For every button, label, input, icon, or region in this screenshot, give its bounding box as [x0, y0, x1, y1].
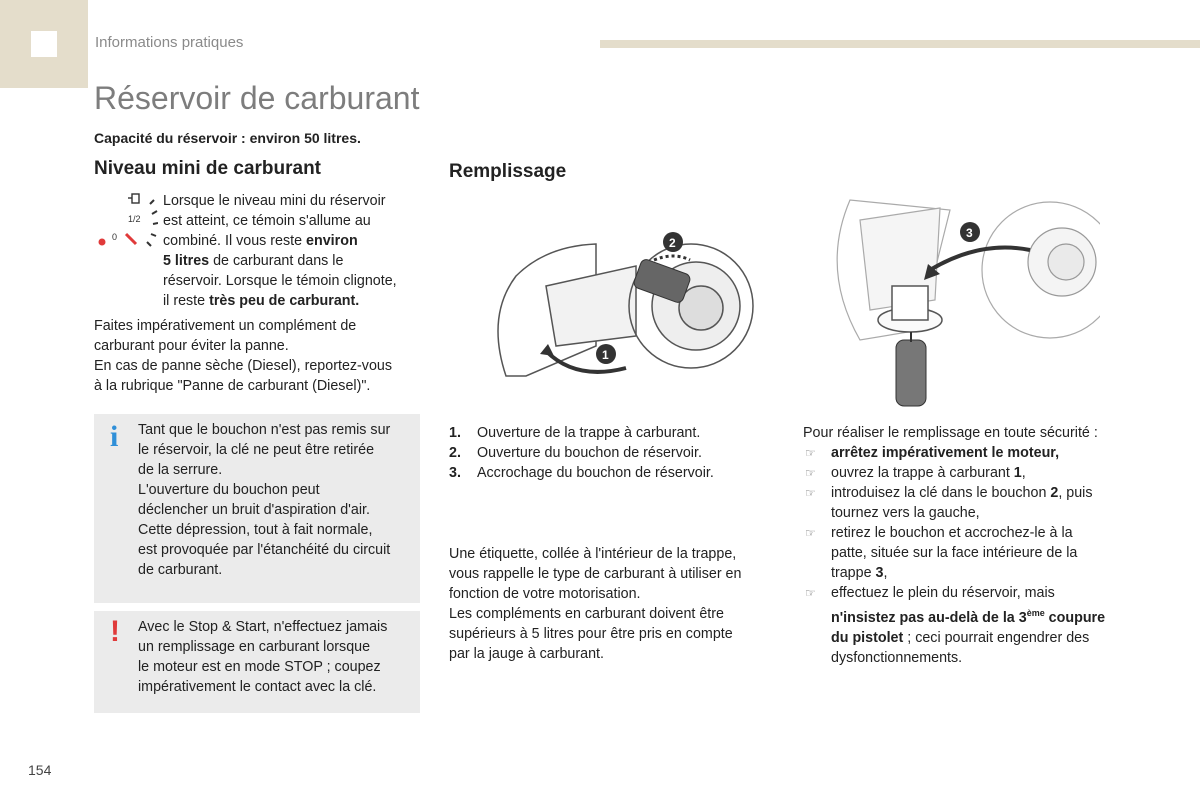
list-item: ☞ retirez le bouchon et accrochez-le à la patte, située sur la face intérieure de la trappe 3, [805, 525, 1078, 581]
securite-intro: Pour réaliser le remplissage en toute sécurité : [803, 425, 1098, 441]
gauge-zero-label: 0 [112, 232, 118, 242]
heading-remplissage: Remplissage [449, 161, 567, 182]
step-list [449, 423, 779, 483]
hand-pointer-icon: ☞ [805, 446, 816, 460]
section-label: Informations pratiques [95, 34, 244, 51]
info-box-text: Tant que le bouchon n'est pas remis sur le réservoir, la clé ne peut être retirée de la serrure. L'ouverture du bouchon peut déclencher un bruit d'aspiration d'air. Cette dépression, tout à fait normale, est provoquée par l'étanchéité du circuit de carburant. [138, 422, 391, 578]
hand-pointer-icon: ☞ [805, 466, 816, 480]
gauge-half-label: 1/2 [128, 214, 141, 224]
fig-label-2: 2 [669, 236, 676, 250]
panne-paragraph: Faites impérativement un complément de carburant pour éviter la panne. En cas de panne sèche (Diesel), reportez-vous à la rubrique "Panne de carburant (Diesel)". [94, 318, 393, 394]
list-item: ☞ introduisez la clé dans le bouchon 2, puis tournez vers la gauche, [805, 485, 1093, 521]
hand-pointer-icon: ☞ [805, 526, 816, 540]
corner-square [31, 31, 57, 57]
list-item: ☞ ouvrez la trappe à carburant 1, [805, 465, 1026, 481]
securite-list [803, 443, 1143, 668]
header-bar [600, 40, 1200, 48]
fuel-flap-illustration [486, 226, 756, 386]
securite-section [803, 423, 1143, 668]
list-item: ☞ arrêtez impérativement le moteur, [805, 445, 1060, 461]
info-box [94, 414, 420, 603]
fig-label-1: 1 [602, 348, 609, 362]
list-item: 2. Ouverture du bouchon de réservoir. [449, 445, 702, 461]
info-icon: i [110, 420, 119, 453]
etiquette-paragraph: Une étiquette, collée à l'intérieur de la trappe, vous rappelle le type de carburant à utiliser en fonction de votre motorisation. Les compléments en carburant doivent être supérieurs à 5 litres pour être pris en compte par la jauge à carburant. [449, 546, 742, 662]
list-item: 1. Ouverture de la trappe à carburant. [449, 425, 701, 441]
warning-box [94, 611, 420, 713]
fuel-gauge-icon [92, 190, 158, 256]
list-item: 3. Accrochage du bouchon de réservoir. [449, 465, 714, 481]
corner-tab [0, 0, 88, 88]
niveau-description: Lorsque le niveau mini du réservoir est atteint, ce témoin s'allume au combiné. Il vous reste environ 5 litres de carburant dans le réservoir. Lorsque le témoin clignote, il reste très peu de carburant. [163, 193, 397, 309]
page-title: Réservoir de carburant [94, 80, 420, 116]
capacity-note: Capacité du réservoir : environ 50 litres. [94, 130, 361, 146]
cap-hook-illustration [800, 190, 1100, 415]
hand-pointer-icon: ☞ [805, 586, 816, 600]
warning-box-text: Avec le Stop & Start, n'effectuez jamais un remplissage en carburant lorsque le moteur est en mode STOP ; coupez impérativement le contact avec la clé. [138, 619, 388, 695]
hand-pointer-icon: ☞ [805, 486, 816, 500]
warning-icon: ! [110, 615, 120, 648]
page-number: 154 [28, 762, 52, 778]
fig-label-3: 3 [966, 226, 973, 240]
heading-niveau-mini: Niveau mini de carburant [94, 158, 322, 179]
list-item: ☞ effectuez le plein du réservoir, mais n'insistez pas au-delà de la 3ème coupure du pistolet ; ceci pourrait engendrer des dysfonctionnements. [805, 585, 1106, 666]
